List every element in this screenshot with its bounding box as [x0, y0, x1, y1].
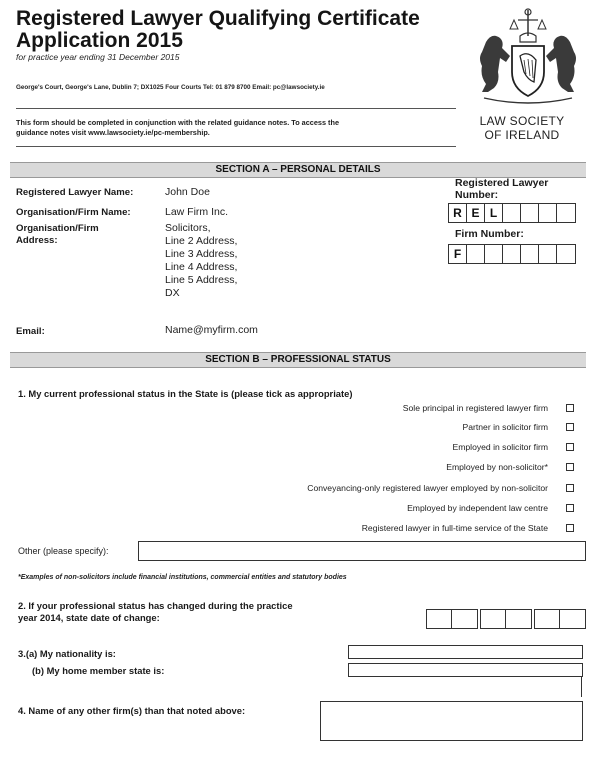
status-checkbox[interactable]	[566, 504, 574, 512]
status-option-label: Employed by independent law centre	[407, 503, 548, 513]
status-checkbox[interactable]	[566, 463, 574, 471]
guidance-note-line-2: guidance notes visit www.lawsociety.ie/pc-membership.	[16, 128, 210, 137]
law-society-name-line-1: LAW SOCIETY	[479, 114, 565, 128]
status-option-label: Employed by non-solicitor*	[446, 462, 548, 472]
date-cell[interactable]	[426, 609, 452, 629]
guidance-note	[16, 118, 456, 138]
question-2-line-1: 2. If your professional status has changed during the practice	[18, 600, 293, 611]
non-solicitor-footnote: *Examples of non-solicitors include financial institutions, commercial entities and statutory bodies	[18, 574, 347, 581]
question-2-line-2: year 2014, state date of change:	[18, 612, 160, 623]
form-title	[16, 8, 420, 52]
reg-number-cell[interactable]	[557, 204, 575, 222]
status-option-label: Employed in solicitor firm	[452, 442, 548, 452]
firm-number-cell[interactable]: F	[449, 245, 467, 263]
date-cell[interactable]	[560, 609, 586, 629]
firm-number-boxes[interactable]	[448, 244, 576, 264]
question-2-label	[18, 600, 293, 624]
date-cell[interactable]	[506, 609, 532, 629]
status-option[interactable]	[150, 501, 574, 515]
reg-number-cell[interactable]	[521, 204, 539, 222]
home-member-state-field[interactable]	[348, 663, 583, 677]
lawyer-name-value[interactable]: John Doe	[165, 186, 210, 198]
header-divider	[16, 108, 456, 109]
address-line: DX	[165, 287, 180, 299]
email-label: Email:	[16, 326, 45, 337]
firm-address-label	[16, 223, 99, 247]
firm-number-label: Firm Number:	[455, 228, 524, 240]
status-checkbox[interactable]	[566, 404, 574, 412]
note-divider	[16, 146, 456, 147]
status-option-label: Sole principal in registered lawyer firm	[402, 403, 548, 413]
date-cell[interactable]	[452, 609, 478, 629]
firm-number-cell[interactable]	[467, 245, 485, 263]
status-option[interactable]	[150, 401, 574, 415]
firm-number-cell[interactable]	[503, 245, 521, 263]
status-checkbox[interactable]	[566, 484, 574, 492]
address-line: Line 2 Address,	[165, 235, 238, 247]
status-checkbox[interactable]	[566, 423, 574, 431]
law-society-crest-logo	[468, 6, 588, 110]
status-option-label: Partner in solicitor firm	[462, 422, 548, 432]
status-option-label: Conveyancing-only registered lawyer employed by non-solicitor	[307, 483, 548, 493]
field-edge-line	[581, 677, 582, 697]
reg-number-cell[interactable]: E	[467, 204, 485, 222]
law-society-name-line-2: OF IRELAND	[484, 128, 560, 142]
law-society-name	[452, 114, 592, 142]
other-status-label: Other (please specify):	[18, 546, 109, 556]
date-of-change-boxes[interactable]	[426, 609, 586, 629]
form-subtitle: for practice year ending 31 December 2015	[16, 52, 180, 62]
reg-number-label-line-1: Registered Lawyer	[455, 177, 549, 189]
firm-address-value[interactable]	[165, 222, 237, 300]
address-line: Line 3 Address,	[165, 248, 238, 260]
form-title-line-2: Application 2015	[16, 29, 183, 52]
reg-number-boxes[interactable]	[448, 203, 576, 223]
other-firms-field[interactable]	[320, 701, 583, 741]
home-member-state-label: (b) My home member state is:	[32, 665, 165, 676]
firm-address-label-line-1: Organisation/Firm	[16, 223, 99, 234]
contact-address: George's Court, George's Lane, Dublin 7; DX1025 Four Courts Tel: 01 879 8700 Email: pc@lawsociety.ie	[16, 84, 325, 91]
section-b-heading: SECTION B – PROFESSIONAL STATUS	[10, 352, 586, 368]
firm-number-cell[interactable]	[521, 245, 539, 263]
status-checkbox[interactable]	[566, 524, 574, 532]
nationality-field[interactable]	[348, 645, 583, 659]
status-option[interactable]	[150, 521, 574, 535]
reg-number-label-line-2: Number:	[455, 189, 499, 201]
firm-name-label: Organisation/Firm Name:	[16, 207, 131, 218]
reg-number-cell[interactable]	[539, 204, 557, 222]
guidance-note-line-1: This form should be completed in conjunction with the related guidance notes. To access the	[16, 118, 339, 127]
date-cell[interactable]	[480, 609, 506, 629]
address-line: Solicitors,	[165, 222, 211, 234]
status-option[interactable]	[150, 440, 574, 454]
status-option[interactable]	[150, 481, 574, 495]
status-checkbox[interactable]	[566, 443, 574, 451]
status-option[interactable]	[150, 460, 574, 474]
reg-number-label	[455, 177, 548, 201]
reg-number-cell[interactable]: R	[449, 204, 467, 222]
status-option[interactable]	[150, 420, 574, 434]
firm-number-cell[interactable]	[539, 245, 557, 263]
status-option-label: Registered lawyer in full-time service of the State	[361, 523, 548, 533]
other-status-field[interactable]	[138, 541, 586, 561]
reg-number-cell[interactable]: L	[485, 204, 503, 222]
firm-name-value[interactable]: Law Firm Inc.	[165, 206, 229, 218]
nationality-label: 3.(a) My nationality is:	[18, 648, 116, 659]
firm-number-cell[interactable]	[557, 245, 575, 263]
date-cell[interactable]	[534, 609, 560, 629]
address-line: Line 5 Address,	[165, 274, 238, 286]
firm-address-label-line-2: Address:	[16, 235, 58, 246]
address-line: Line 4 Address,	[165, 261, 238, 273]
reg-number-cell[interactable]	[503, 204, 521, 222]
email-value[interactable]: Name@myfirm.com	[165, 324, 258, 336]
other-firms-label: 4. Name of any other firm(s) than that noted above:	[18, 705, 246, 716]
lawyer-name-label: Registered Lawyer Name:	[16, 187, 134, 198]
form-title-line-1: Registered Lawyer Qualifying Certificate	[16, 7, 420, 30]
firm-number-cell[interactable]	[485, 245, 503, 263]
section-a-heading: SECTION A – PERSONAL DETAILS	[10, 162, 586, 178]
question-1-label: 1. My current professional status in the State is (please tick as appropriate)	[18, 388, 353, 399]
